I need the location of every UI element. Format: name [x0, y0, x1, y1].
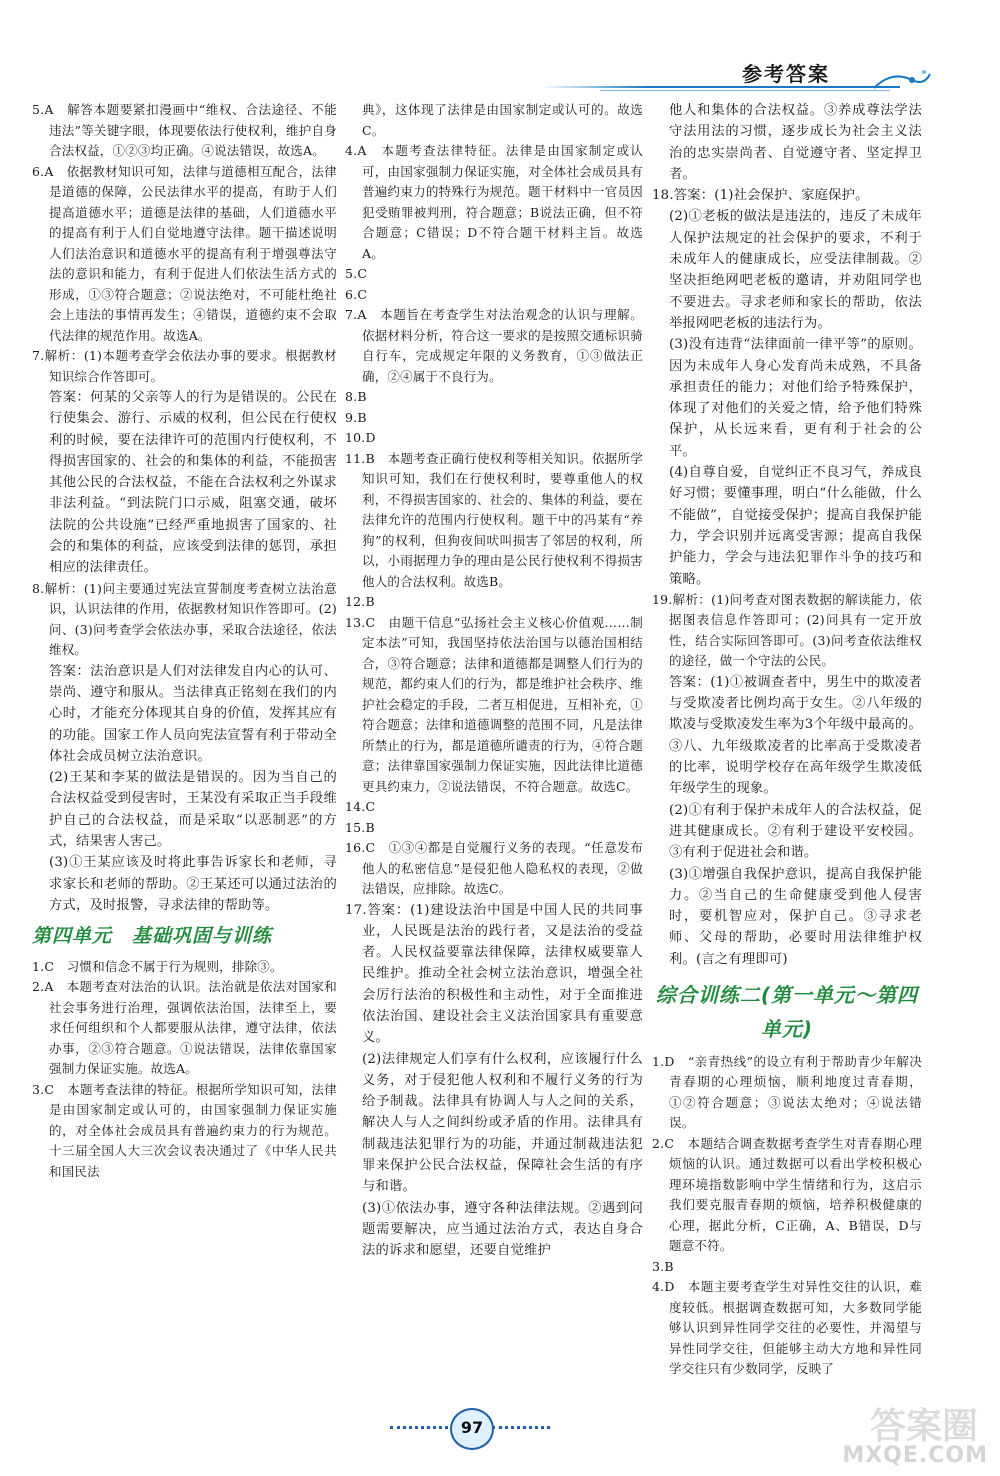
answer-item: 1.C 习惯和信念不属于行为规则，排除③。 — [32, 958, 283, 974]
answer-paragraph: (3)①依法办事，遵守各种法律法规。②遇到问题需要解决，应当通过法治方式，表达自身合法的诉求和愿望，还要自觉维护 — [362, 1200, 643, 1259]
answer-item: 18.答案：(1)社会保护、家庭保护。 — [652, 188, 869, 204]
answer-item: 10.D — [345, 430, 376, 445]
answer-item: 2.C 本题结合调查数据考查学生对青春期心理烦恼的认识。通过数据可以看出学校积极心理环境指数影响中学生情绪和行为，这启示我们要克服青春期的烦恼，培养积极健康的心理，据此分析，C正确，A、B错误，D与题意不符。 — [652, 1135, 922, 1254]
page-footer — [390, 1408, 550, 1448]
watermark-logo: 答案圈 — [869, 1406, 978, 1447]
answer-item: 1.D “亲青热线”的设立有利于帮助青少年解决青春期的心理烦恼，顺利地度过青春期，①②符合题意；③说法太绝对；④说法错误。 — [652, 1053, 922, 1131]
answer-item: 16.C ①③④都是自觉履行义务的表现。“任意发布他人的私密信息”是侵犯他人隐私权的表现，②做法错误，应排除。故选C。 — [345, 840, 643, 896]
answer-item: 4.D 本题主要考查学生对异性交往的认识，难度较低。根据调查数据可知，大多数同学能够认识到异性同学交往的必要性，并渴望与异性同学交往，但能够主动大方地和异性同学交往只有少数同学，反映了 — [652, 1279, 922, 1377]
watermark — [818, 1398, 988, 1468]
answer-paragraph: (3)没有违背“法律面前一律平等”的原则。因为未成年人身心发育尚未成熟，不具备承担责任的能力；对他们给予特殊保护，体现了对他们的关爱之情，给予他们特殊保护，从长远来看，更有利于社会的公平。 — [669, 337, 922, 459]
answer-paragraph: (3)①增强自我保护意识，提高自我保护能力。②当自己的生命健康受到他人侵害时，要机智应对，保护自己。③寻求老师、父母的帮助，必要时用法律维护权利。(言之有理即可) — [669, 866, 922, 967]
answer-paragraph: 答案：何某的父亲等人的行为是错误的。公民在行使集会、游行、示威的权利，但公民在行使权利的时候，要在法律许可的范围内行使权利，不得损害国家的、社会的和集体的利益，不能损害其他公民的合法权益，不能在合法权利之外谋求非法利益。“到法院门口示威，阻塞交通，破坏法院的公共设施”已经严重地损害了国家的、社会的和集体的利益，应该受到法律的惩罚，承担相应的法律责任。 — [49, 390, 337, 576]
answer-item: 12.B — [345, 594, 375, 609]
answer-item: 15.B — [345, 819, 375, 835]
header-rule-secondary — [600, 90, 890, 91]
answer-item: 14.C — [345, 799, 376, 814]
answer-paragraph: (2)法律规定人们享有什么权利，应该履行什么义务，对于侵犯他人权利和不履行义务的行为给予制裁。法律具有协调人与人之间的关系，解决人与人之间纠纷或矛盾的作用。法律具有制裁违法犯罪行为的功能，并通过制裁违法犯罪来保护公民合法权益，保障社会生活的有序与和谐。 — [362, 1051, 643, 1195]
answer-paragraph: (4)自尊自爱，自觉纠正不良习气，养成良好习惯；要懂事理，明白“什么能做，什么不能做”，自觉接受保护；提高自我保护能力，学会识别并远离受害源；提高自我保护能力，学会与违法犯罪作斗争的技巧和策略。 — [669, 465, 922, 587]
answer-item: 6.A 依据教材知识可知，法律与道德相互配合，法律是道德的保障，公民法律水平的提高，有助于人们提高道德水平；道德是法律的基础，人们道德水平的提高有利于人们自觉地遵守法律。题干描述说明人们法治意识和道德水平的提高有利于增强尊法守法的意识和能力，有利于促进人们依法生活方式的形成，①③符合题意；②说法绝对，不可能杜绝社会上违法的事情再发生；④错误，道德约束不会取代法律的规范作用。故选A。 — [32, 163, 337, 343]
page-header — [540, 54, 940, 94]
answer-item: 3.B — [652, 1258, 674, 1274]
page-number-badge-icon — [450, 1408, 494, 1450]
answer-column-right — [652, 100, 922, 1380]
answer-item: 4.A 本题考查法律特征。法律是由国家制定或认可，由国家强制力保证实施，对全体社会成员具有普遍约束力的特殊行为规范。题干材料中一官员因犯受贿罪被判刑，符合题意；B说法正确，但不符合题意；C错误；D不符合题干材料主旨。故选A。 — [345, 143, 643, 261]
answer-item: 3.C 本题考查法律的特征。根据所学知识可知，法律是由国家制定或认可的，由国家强制力保证实施的，对全体社会成员具有普遍约束力的行为规范。十三届全国人大三次会议表决通过了《中华人民共和国民法 — [32, 1081, 337, 1179]
answer-item: 2.A 本题考查对法治的认识。法治就是依法对国家和社会事务进行治理，强调依法治国，法律至上，要求任何组织和个人都要服从法律，遵守法律，依法办事，②③符合题意。①说法错误，法律依靠国家强制力保证实施。故选A。 — [32, 979, 337, 1077]
answer-column-left — [32, 100, 337, 1182]
answer-item: 13.C 由题干信息“弘扬社会主义核心价值观……制定本法”可知，我国坚持依法治国与以德治国相结合，③符合题意；法律和道德都是调整人们行为的规范，都约束人们的行为，都是维护社会秩序、维护社会稳定的手段，二者互相促进，互相补充，①符合题意；法律和道德调整的范围不同，凡是法律所禁止的行为，都是道德所谴责的行为，④符合题意；法律靠国家强制力保证实施，因此法律比道德更具约束力，②说法错误，不符合题意。故选C。 — [345, 614, 643, 794]
watermark-site: MXQE.COM — [842, 1443, 988, 1468]
header-rule — [540, 86, 900, 88]
section-heading: 第四单元 基础巩固与训练 — [32, 925, 273, 948]
answer-item: 7.解析：(1)本题考查学会依法办事的要求。根据教材知识综合作答即可。 — [32, 348, 337, 384]
answer-paragraph: (2)王某和李某的做法是错误的。因为当自己的合法权益受到侵害时，王某没有采取正当手段维护自己的合法权益，而是采取“以恶制恶”的方式，结果害人害己。 — [49, 770, 337, 850]
footer-dots-right — [492, 1426, 550, 1429]
answer-paragraph: 答案：法治意识是人们对法律发自内心的认可、崇尚、遵守和服从。当法律真正铭刻在我们的内心时，才能充分体现其自身的价值，发挥其应有的功能。国家工作人员向宪法宣誓有利于带动全体社会成员树立法治意识。 — [49, 663, 337, 764]
answer-item: 8.解析：(1)问主要通过宪法宣誓制度考查树立法治意识，认识法律的作用，依据教材知识作答即可。(2)问、(3)问考查学会依法办事，采取合法途径，依法维权。 — [32, 580, 337, 658]
answer-item: 5.C — [345, 266, 368, 281]
header-swirl-icon — [872, 66, 932, 96]
answer-item: 19.解析：(1)问考查对图表数据的解读能力，依据图表信息作答即可；(2)问具有一定开放性，结合实际回答即可。(3)问考查依法维权的途径，做一个守法的公民。 — [652, 591, 922, 669]
answer-paragraph: (2)①有利于保护未成年人的合法权益，促进其健康成长。②有利于建设平安校园。③有利于促进社会和谐。 — [669, 802, 922, 861]
answer-item: 6.C — [345, 286, 368, 302]
answer-column-middle — [345, 100, 643, 1262]
section-heading: 综合训练二(第一单元～第四单元) — [655, 982, 919, 1041]
answer-paragraph: 典》，这体现了法律是由国家制定或认可的。故选C。 — [362, 102, 643, 138]
answer-item: 9.B — [345, 409, 367, 425]
answer-item: 7.A 本题旨在考查学生对法治观念的认识与理解。依据材料分析，符合这一要求的是按照交通标识骑自行车，完成规定年限的义务教育，①③做法正确，②④属于不良行为。 — [345, 307, 643, 384]
page-title: 参考答案 — [742, 62, 830, 86]
answer-item: 8.B — [345, 389, 367, 404]
answer-paragraph: (2)①老板的做法是违法的，违反了未成年人保护法规定的社会保护的要求，不利于未成年人的健康成长，应受法律制裁。②坚决拒绝网吧老板的邀请，并劝阻同学也不要进去。寻求老师和家长的帮助，依法举报网吧老板的违法行为。 — [669, 209, 922, 331]
answer-item: 11.B 本题考查正确行使权利等相关知识。依据所学知识可知，我们在行使权利时，要尊重他人的权利，不得损害国家的、社会的、集体的利益，要在法律允许的范围内行使权利。题干中的冯某有“养狗”的权利，但狗夜间吠叫损害了邻居的权利，所以，小雨据理力争的理由是公民行使权利不得损害他人的合法权利。故选B。 — [345, 450, 643, 589]
answer-item: 17.答案：(1)建设法治中国是中国人民的共同事业，人民既是法治的践行者，又是法治的受益者。人民权益要靠法律保障，法律权威要靠人民维护。推动全社会树立法治意识，增强全社会厉行法治的积极性和主动性，对于全面推进依法治国、建设社会主义法治国家具有重要意义。 — [345, 902, 643, 1046]
answer-paragraph: 他人和集体的合法权益。③养成尊法学法守法用法的习惯，逐步成长为社会主义法治的忠实崇尚者、自觉遵守者、坚定捍卫者。 — [669, 103, 922, 182]
answer-paragraph: 答案：(1)①被调查者中，男生中的欺凌者与受欺凌者比例均高于女生。②八年级的欺凌与受欺凌发生率为3个年级中最高的。③八、九年级欺凌者的比率高于受欺凌者的比率，说明学校存在高年级学生欺凌低年级学生的现象。 — [669, 674, 922, 797]
answer-item: 5.A 解答本题要紧扣漫画中“维权、合法途径、不能违法”等关键字眼，体现要依法行使权利，维护自身合法权益，①②③均正确。④说法错误，故选A。 — [32, 102, 337, 158]
answer-paragraph: (3)①王某应该及时将此事告诉家长和老师，寻求家长和老师的帮助。②王某还可以通过法治的方式，及时报警，寻求法律的帮助等。 — [49, 855, 337, 913]
page-number: 97 — [460, 1418, 484, 1437]
footer-dots-left — [390, 1426, 448, 1429]
